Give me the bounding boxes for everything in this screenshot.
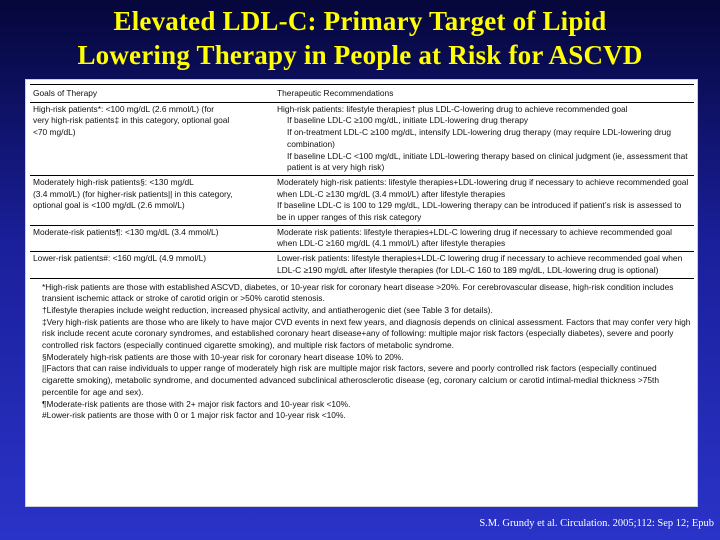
footnote: ¶Moderate-risk patients are those with 2+ major risk factors and 10-year risk <10%.: [42, 398, 351, 409]
goal-line: High-risk patients*: <100 mg/dL (2.6 mmol/L) (for: [33, 103, 214, 114]
goal-line: Moderately high-risk patients§: <130 mg/dL: [33, 176, 194, 187]
goal-cell: [30, 102, 274, 175]
goal-cell: Lower-risk patients#: <160 mg/dL (4.9 mmol/L): [30, 252, 274, 278]
citation: S.M. Grundy et al. Circulation. 2005;112: Sep 12; Epub: [479, 518, 714, 529]
rec-line: If baseline LDL-C is 100 to 129 mg/dL, LDL-lowering therapy can be introduced if patient’s risk is assessed to be in upper ranges of this risk category: [277, 200, 682, 223]
slide-title-line1: Elevated LDL-C: Primary Target of Lipid: [113, 6, 607, 36]
footnote: †Lifestyle therapies include weight reduction, increased physical activity, and antiatherogenic diet (see Table 3 for details).: [42, 304, 493, 315]
table-row-moderately-high-risk: [30, 175, 694, 225]
goal-cell: [30, 175, 274, 225]
recommendation-cell: Lower-risk patients: lifestyle therapies+LDL-C lowering drug if necessary to achieve recommended goal when LDL-C ≥190 mg/dL after lifestyle therapies (for LDL-C 160 to 189 mg/dL, LDL-lowering drug is optional): [274, 252, 694, 278]
footnotes: [30, 279, 694, 422]
header-recommendations: Therapeutic Recommendations: [274, 85, 694, 103]
footnote: #Lower-risk patients are those with 0 or 1 major risk factor and 10-year risk <10%.: [42, 410, 346, 421]
recommendation-cell: [274, 175, 694, 225]
slide-title-line2: Lowering Therapy in People at Risk for ASCVD: [77, 40, 643, 70]
goal-line: (3.4 mmol/L) (for higher-risk patients|| in this category,: [33, 188, 233, 199]
rec-line: If on-treatment LDL-C ≥100 mg/dL, intensify LDL-lowering drug therapy (may require LDL-lowering drug combination): [287, 127, 671, 149]
table-panel: [25, 79, 698, 507]
rec-line: High-risk patients: lifestyle therapies† plus LDL-C-lowering drug to achieve recommended goal: [277, 103, 628, 114]
footnote: §Moderately high-risk patients are those with 10-year risk for coronary heart disease 10% to 20%.: [42, 351, 404, 362]
goal-line: optional goal is <100 mg/dL (2.6 mmol/L): [33, 200, 185, 211]
rec-line: If baseline LDL-C ≥100 mg/dL, initiate LDL-lowering drug therapy: [287, 115, 529, 126]
rec-line: Moderately high-risk patients: lifestyle therapies+LDL-lowering drug if necessary to achieve recommended goal when LDL-C ≥130 mg/dL (3.4 mmol/L) after lifestyle therapies: [277, 176, 689, 199]
recommendations-table: [30, 84, 694, 279]
footnote: ‡Very high-risk patients are those who are likely to have major CVD events in next few years, and diagnosis depends on clinical assessment. Factors that may confer very high risk include recent acute coronary syndromes, and established coronary heart disease+any of following: multiple major risk factors (especially diabetes), severe and poorly controlled risk factors (especially continued cigarette smoking), and multiple risk factors of metabolic syndrome.: [42, 316, 691, 351]
table-row-lower-risk: [30, 252, 694, 278]
slide-title: [0, 4, 720, 72]
table-row-moderate-risk: [30, 225, 694, 251]
header-goals: Goals of Therapy: [30, 85, 274, 103]
table-row-high-risk: [30, 102, 694, 175]
recommendation-cell: [274, 102, 694, 175]
goal-cell: Moderate-risk patients¶: <130 mg/dL (3.4 mmol/L): [30, 225, 274, 251]
recommendation-cell: Moderate risk patients: lifestyle therapies+LDL-C lowering drug if necessary to achieve recommended goal when LDL-C ≥160 mg/dL (4.1 mmol/L) after lifestyle therapies: [274, 225, 694, 251]
footnote: ||Factors that can raise individuals to upper range of moderately high risk are multiple major risk factors, severe and poorly controlled risk factors (especially continued cigarette smoking), metabolic syndrome, and documented advanced subclinical atherosclerotic disease (eg, coronary calcium or carotid intimal-medial thickness >75th percentile for age and sex).: [42, 363, 660, 397]
goal-line: <70 mg/dL): [33, 127, 76, 138]
rec-line: If baseline LDL-C <100 mg/dL, initiate LDL-lowering therapy based on clinical judgment (ie, assessment that patient is at very high risk): [287, 150, 688, 173]
goal-line: very high-risk patients‡ in this category, optional goal: [33, 115, 230, 126]
footnote: *High-risk patients are those with established ASCVD, diabetes, or 10-year risk for coronary heart disease >20%. For cerebrovascular disease, high-risk condition includes transient ischemic attack or stroke of carotid origin or >50% carotid stenosis.: [42, 281, 674, 304]
